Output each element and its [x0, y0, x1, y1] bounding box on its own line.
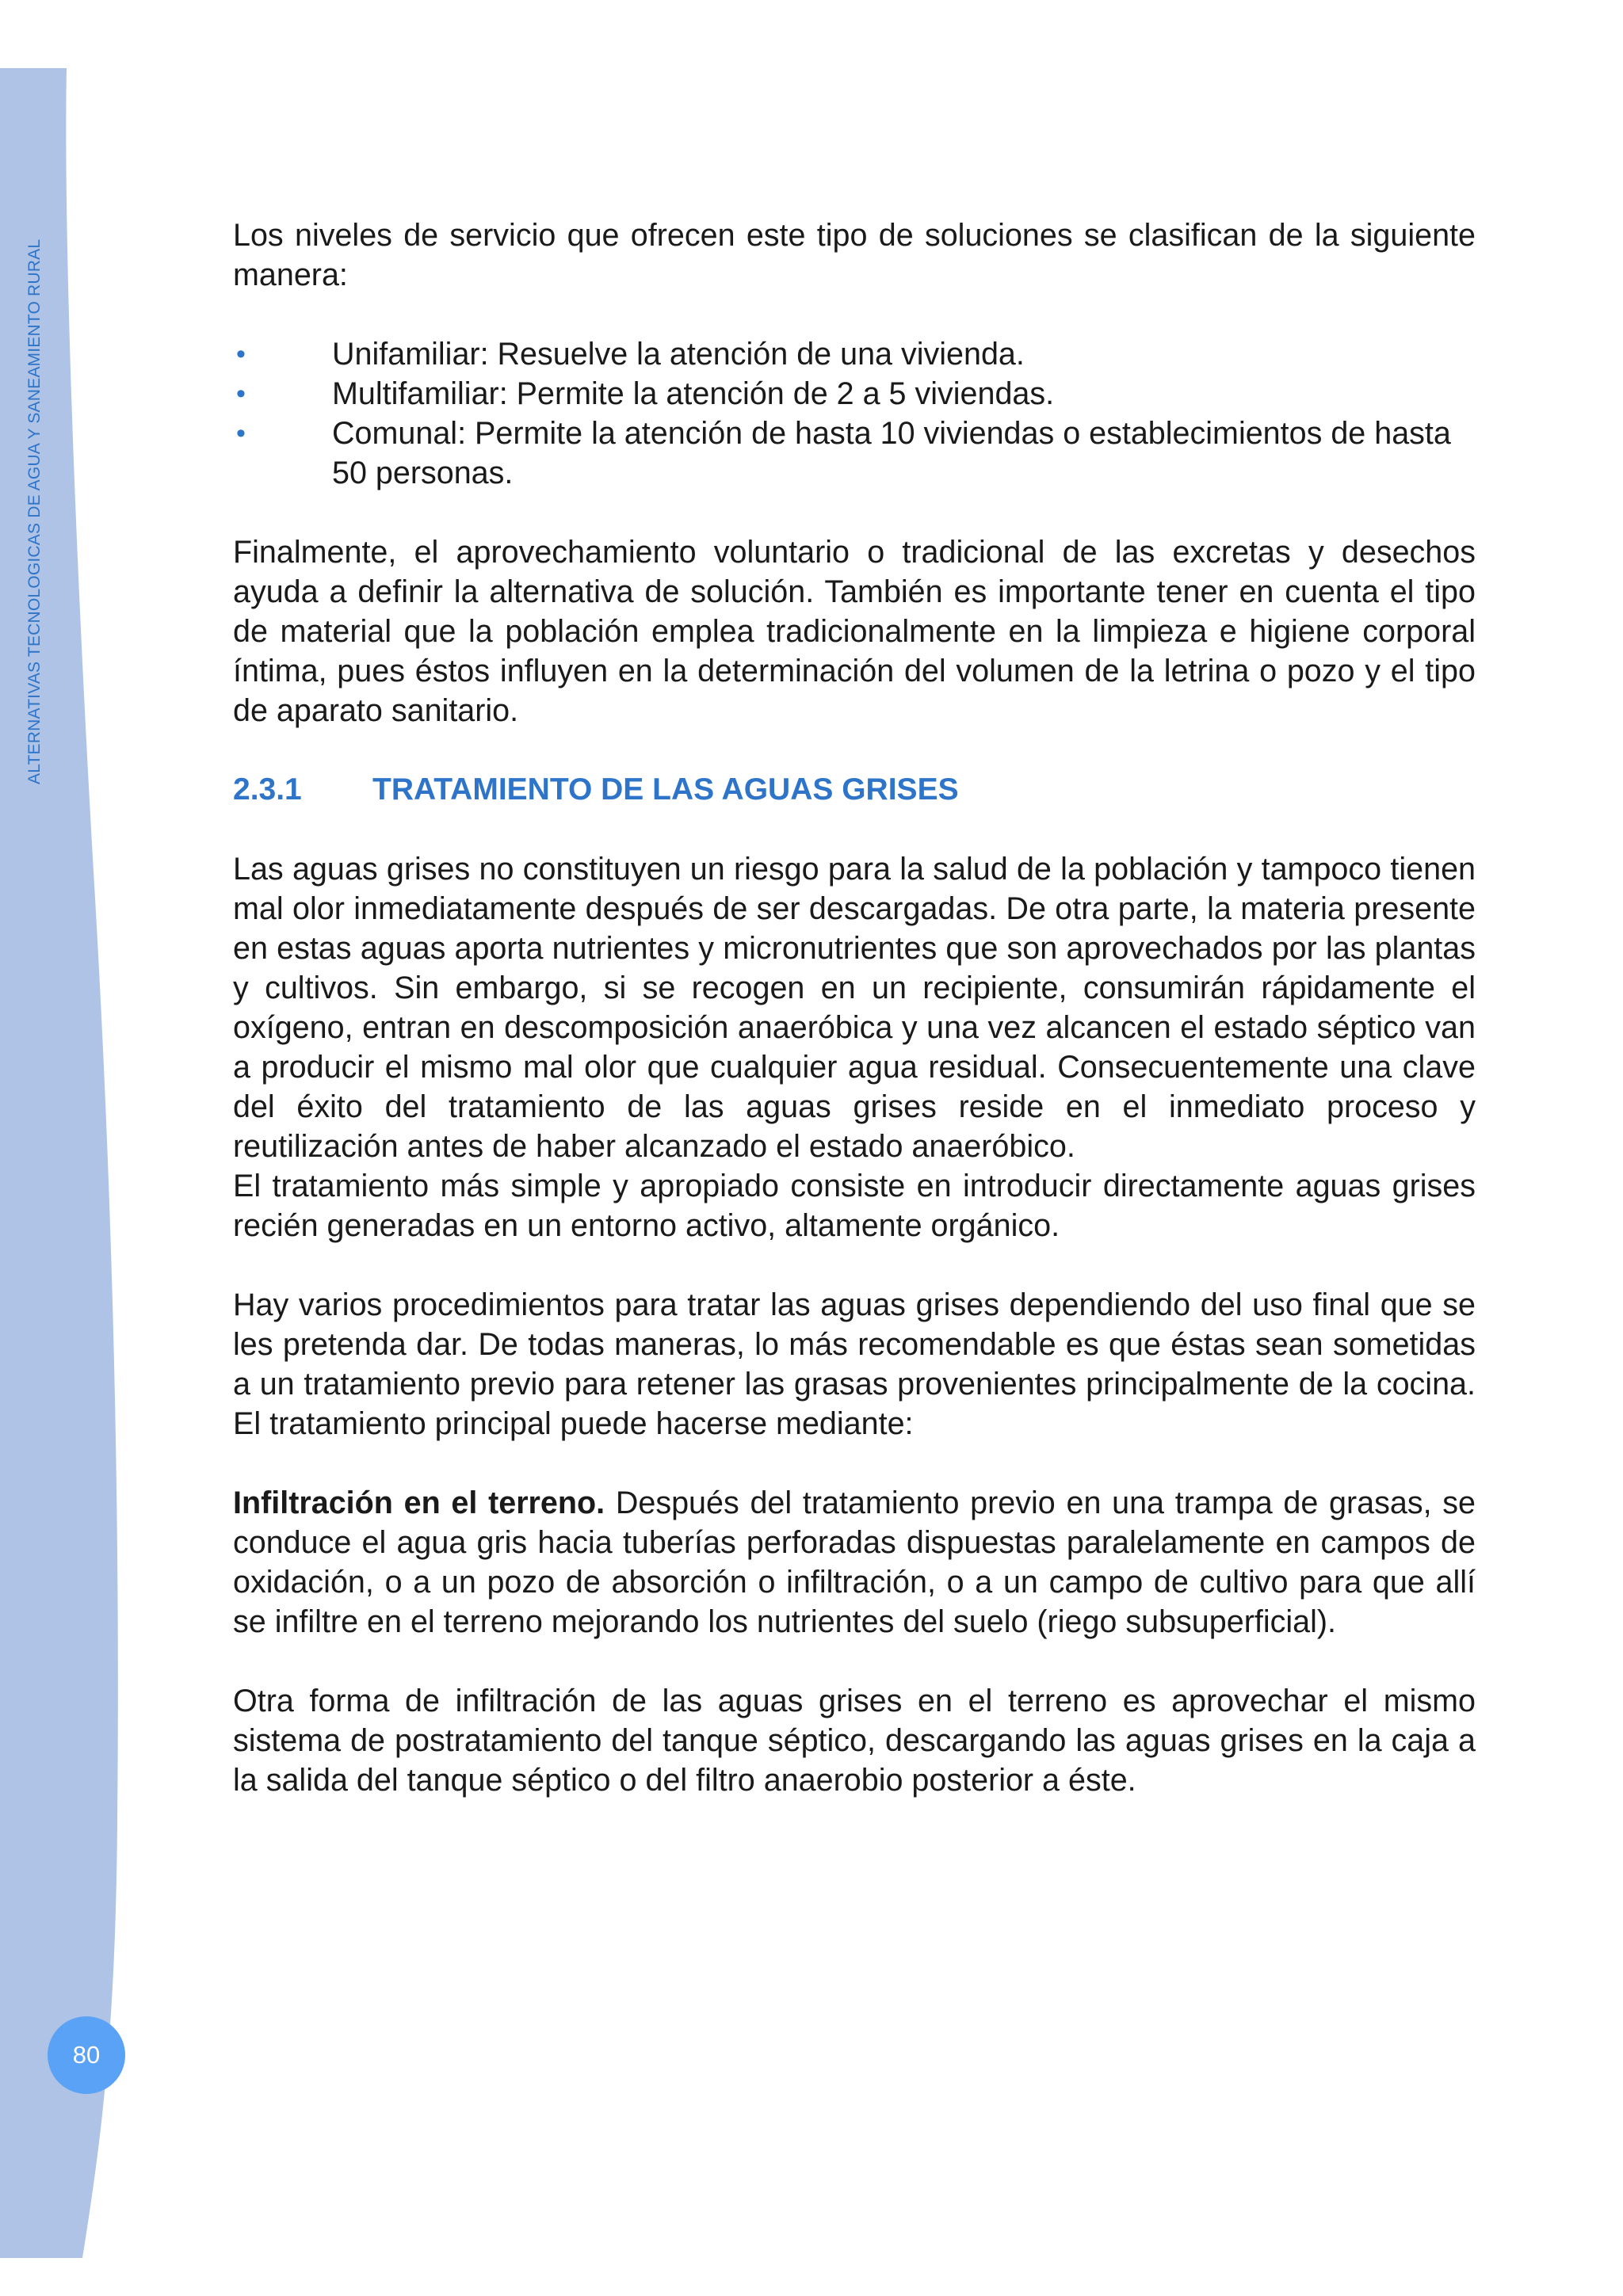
grey-water-paragraph-1: Las aguas grises no constituyen un riesgo para la salud de la población y tampoco tienen mal olor inmediatamente después de ser descargadas. De otra parte, la materia presente en estas aguas aporta nutrientes y micronutrientes que son aprovechados por las plantas y cultivos. Sin embargo, si se recogen en un recipiente, consumirán rápidamente el oxígeno, entran en descomposición anaeróbica y una vez alcancen el estado séptico van a producir el mismo mal olor que cualquier agua residual. Consecuentemente una clave del éxito del tratamiento de las aguas grises reside en el inmediato proceso y reutilización antes de haber alcanzado el estado anaeróbico. — [233, 852, 1476, 1164]
procedures-paragraph: Hay varios procedimientos para tratar las aguas grises dependiendo del uso final que se les pretenda dar. De todas maneras, lo más recomendable es que éstas sean sometidas a un tratamiento previo para retener las grasas provenientes principalmente de la cocina. El tratamiento principal puede hacerse mediante: — [233, 1287, 1476, 1441]
section-number: 2.3.1 — [233, 772, 302, 807]
final-paragraph: Finalmente, el aprovechamiento voluntario o tradicional de las excretas y desechos ayuda a definir la alternativa de solución. También es importante tener en cuenta el tipo de material que la población emplea tradicionalmente en la limpieza e higiene corporal íntima, pues éstos influyen en la determinación del volumen de la letrina o pozo y el tipo de aparato sanitario. — [233, 535, 1476, 728]
other-method-paragraph: Otra forma de infiltración de las aguas grises en el terreno es aprovechar el mismo sistema de postratamiento del tanque séptico, descargando las aguas grises en la caja a la salida del tanque séptico o del filtro anaerobio posterior a éste. — [233, 1684, 1476, 1798]
page-number-badge — [48, 2016, 125, 2094]
spacer — [233, 1444, 1476, 1483]
list-item-text: Comunal: Permite la atención de hasta 10 viviendas o establecimientos de hasta 50 personas. — [332, 416, 1451, 490]
infiltration-paragraph — [233, 1483, 1476, 1642]
decorative-side-band — [0, 0, 127, 2296]
spacer — [233, 730, 1476, 770]
page-number: 80 — [72, 2041, 101, 2069]
list-item — [233, 414, 1476, 493]
spacer — [233, 295, 1476, 334]
service-levels-list — [233, 334, 1476, 493]
section-heading — [233, 770, 1476, 810]
bullet-icon: • — [236, 418, 246, 448]
list-item-text: Multifamiliar: Permite la atención de 2 a 5 viviendas. — [332, 376, 1055, 411]
spacer — [233, 493, 1476, 532]
bullet-icon: • — [236, 339, 246, 369]
list-item — [233, 334, 1476, 374]
list-item-text: Unifamiliar: Resuelve la atención de una vivienda. — [332, 337, 1025, 372]
grey-water-paragraph-2: El tratamiento más simple y apropiado consiste en introducir directamente aguas grises recién generadas en un entorno activo, altamente orgánico. — [233, 1169, 1476, 1243]
running-title: ALTERNATIVAS TECNOLOGICAS DE AGUA Y SANEAMIENTO RURAL — [25, 238, 44, 784]
spacer — [233, 810, 1476, 849]
bullet-icon: • — [236, 379, 246, 409]
spacer — [233, 1245, 1476, 1285]
spacer — [233, 1642, 1476, 1681]
infiltration-lead: Infiltración en el terreno. — [233, 1486, 605, 1520]
section-title: TRATAMIENTO DE LAS AGUAS GRISES — [372, 772, 959, 807]
main-content — [233, 215, 1476, 1800]
list-item — [233, 374, 1476, 414]
intro-paragraph: Los niveles de servicio que ofrecen este tipo de soluciones se clasifican de la siguiente manera: — [233, 218, 1476, 292]
infiltration-body: Después del tratamiento previo en una trampa de grasas, se conduce el agua gris hacia tuberías perforadas dispuestas paralelamente en campos de oxidación, o a un pozo de absorción o infiltración, o a un campo de cultivo para que allí se infiltre en el terreno mejorando los nutrientes del suelo (riego subsuperficial). — [233, 1486, 1476, 1639]
